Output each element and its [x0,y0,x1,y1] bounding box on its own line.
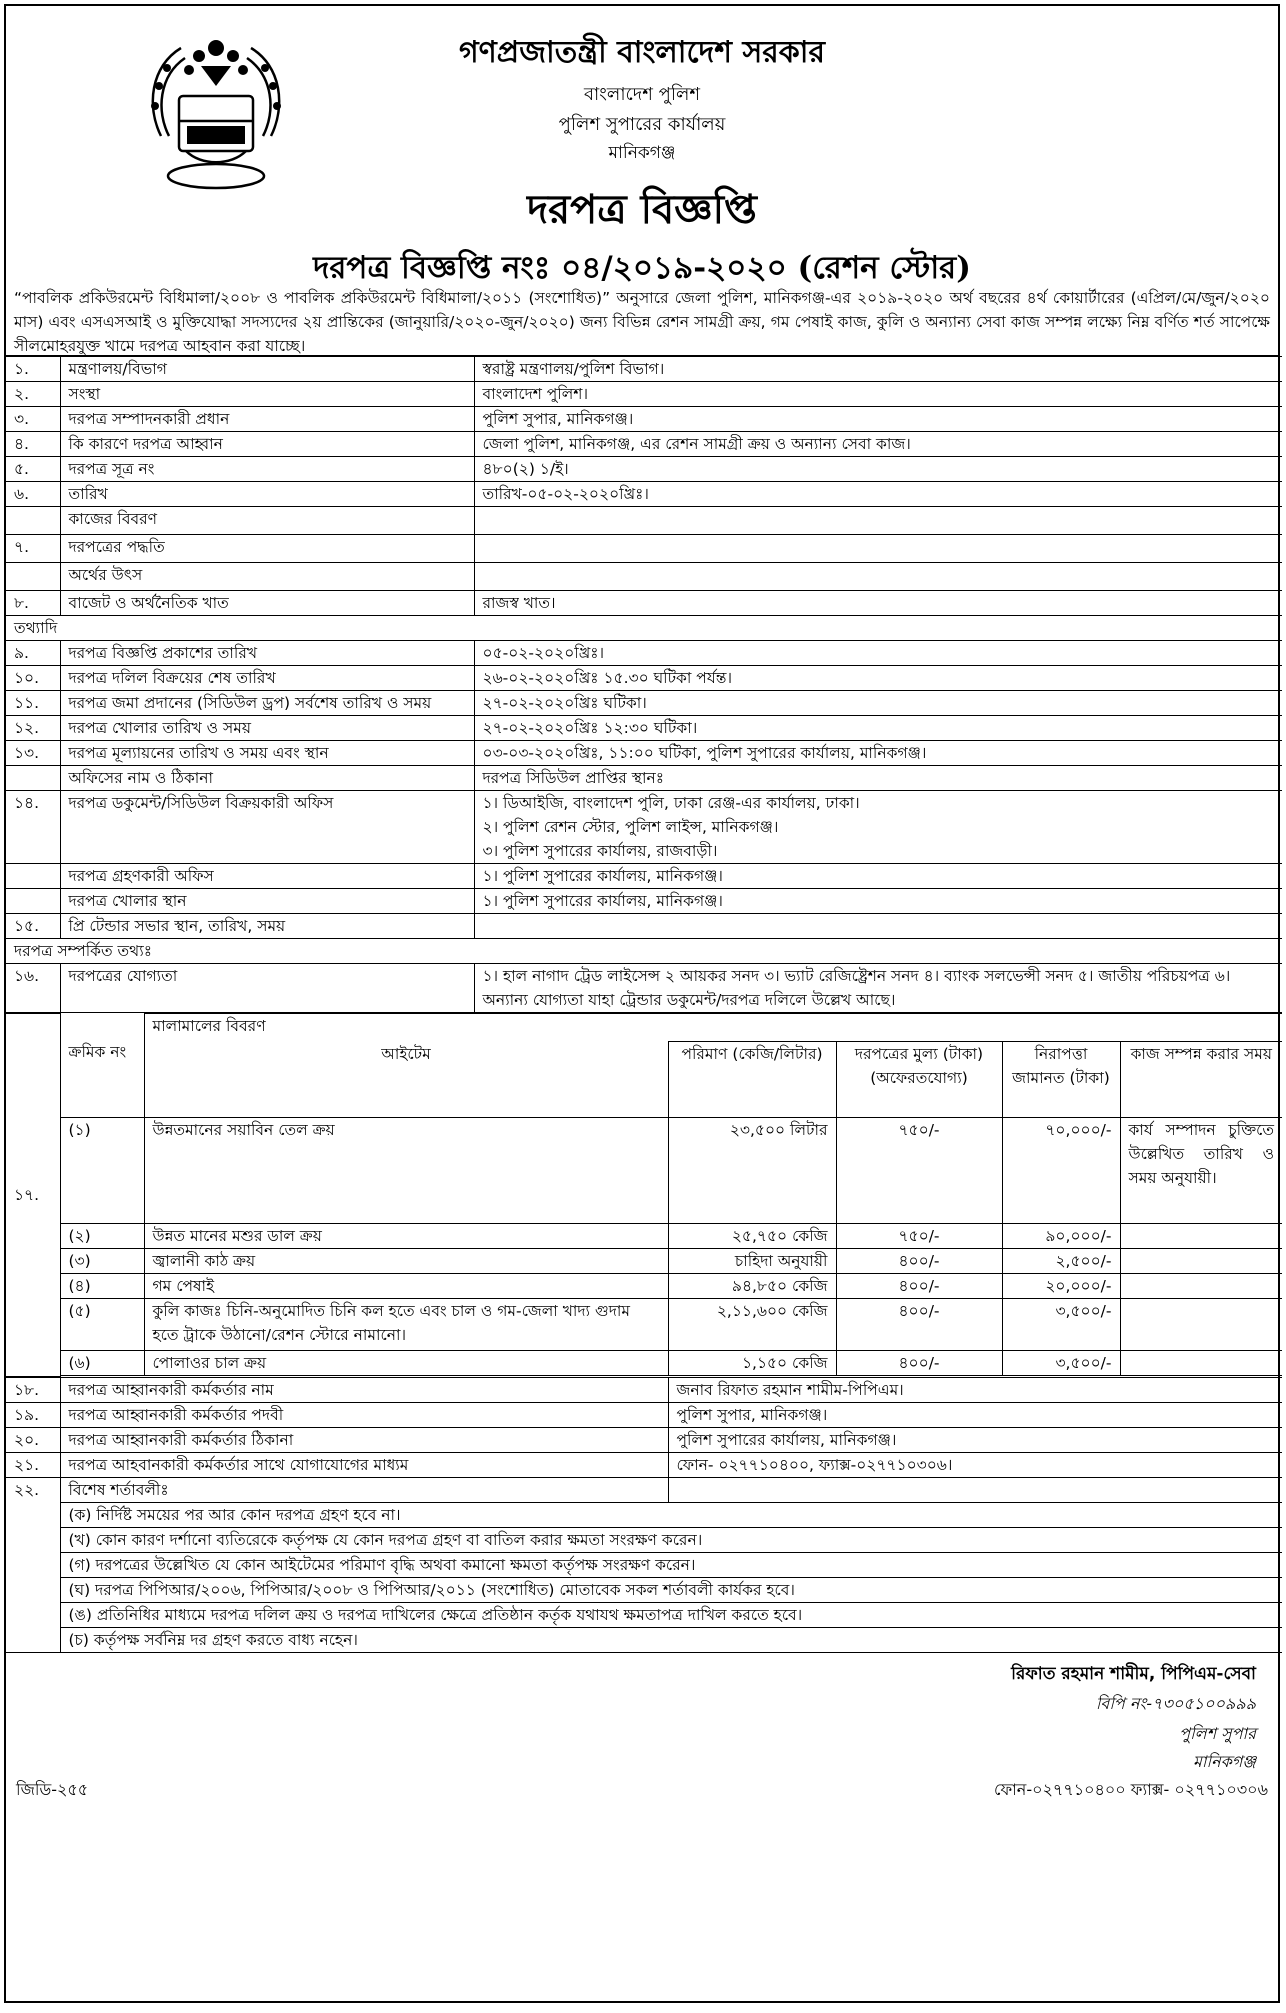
row-number: ৭. [6,535,60,563]
table-row [6,1427,1282,1452]
signatory-designation: পুলিশ সুপার [1179,1723,1256,1743]
item-serial: (৫) [60,1299,144,1351]
row-label: দরপত্র সম্পাদনকারী প্রধান [60,407,474,432]
row-label: প্রি টেন্ডার সভার স্থান, তারিখ, সময় [60,914,474,939]
table-row [6,357,1282,382]
quantity-header: পরিমাণ (কেজি/লিটার) [668,1042,836,1118]
row-number: ১৫. [6,914,60,939]
row-number: ১১. [6,691,60,716]
row-label: মন্ত্রণালয়/বিভাগ [60,357,474,382]
row-value: জনাব রিফাত রহমান শামীম-পিপিএম। [668,1377,1282,1402]
row-value: ১। হাল নাগাদ ট্রেড লাইসেন্স ২ আয়কর সনদ ৩। ভ্যাট রেজিষ্ট্রেশন সনদ ৪। ব্যাংক সলভেন্সী সনদ ৫। জাতীয় পরিচয়পত্র ৬। অন্যান্য যোগ্যতা যাহা ট্রেন্ডার ডকুমেন্ট/দরপত্র দলিলে উল্লেখ আছে। [474,964,1282,1013]
row-value: ২৬-০২-২০২০খ্রিঃ ১৫.৩০ ঘটিকা পর্যন্ত। [474,666,1282,691]
item-serial: (৬) [60,1351,144,1376]
row-value: পুলিশ সুপারের কার্যালয়, মানিকগঞ্জ। [668,1427,1282,1452]
item-serial: (৩) [60,1249,144,1274]
row-value: ১। পুলিশ সুপারের কার্যালয়, মানিকগঞ্জ। [474,889,1282,914]
row-number [6,507,60,535]
condition-item: (ঙ) প্রতিনিধির মাধ্যমে দরপত্র দলিল ক্রয় ও দরপত্র দাখিলের ক্ষেত্রে প্রতিষ্ঠান কর্তৃক যথাযথ ক্ষমতাপত্র দাখিল করতে হবে। [60,1602,1282,1627]
item-security: ৩,৫০০/- [1002,1351,1120,1376]
item-price: ৭৫০/- [836,1118,1002,1224]
condition-row [6,1602,1282,1627]
table-row [6,691,1282,716]
department-name: বাংলাদেশ পুলিশ [583,84,701,105]
completion-note: কার্য সম্পাদন চুক্তিতে উল্লেখিত তারিখ ও সময় অনুযায়ী। [1120,1118,1282,1224]
empty-cell [1120,1351,1282,1376]
security-header: নিরাপত্তা জামানত (টাকা) [1002,1042,1120,1118]
row-number: ৩. [6,407,60,432]
row-value [474,535,1282,563]
item-serial: (১) [60,1118,144,1224]
row-label: দরপত্র ডকুমেন্ট/সিডিউল বিক্রয়কারী অফিস [60,791,474,864]
row-label: কি কারণে দরপত্র আহ্বান [60,432,474,457]
item-quantity: ২৩,৫০০ লিটার [668,1118,836,1224]
row-number: ৪. [6,432,60,457]
table-row [6,507,1282,535]
table-row [6,1377,1282,1402]
table-row [6,1402,1282,1427]
officer-table [6,1377,1282,1653]
row-value: স্বরাষ্ট্র মন্ত্রণালয়/পুলিশ বিভাগ। [474,357,1282,382]
row-number: ১২. [6,716,60,741]
item-security: ৭০,০০০/- [1002,1118,1120,1224]
row-label: দরপত্র আহবানকারী কর্মকর্তার সাথে যোগাযোগের মাধ্যম [60,1452,668,1477]
office-name: পুলিশ সুপারের কার্যালয় [558,114,726,135]
table-row [6,432,1282,457]
signature-block [6,1653,1278,1799]
table-row [6,563,1282,591]
table-row [6,407,1282,432]
item-quantity: ১,১৫০ কেজি [668,1351,836,1376]
item-row [6,1351,1282,1376]
item-price: ৪০০/- [836,1351,1002,1376]
items-header-row [6,1042,1282,1118]
item-price: ৭৫০/- [836,1224,1002,1249]
row-number [6,766,60,791]
row-number: ৫. [6,457,60,482]
row-number: ১. [6,357,60,382]
row-label: দরপত্র সূত্র নং [60,457,474,482]
row-label: দরপত্র দলিল বিক্রয়ের শেষ তারিখ [60,666,474,691]
table-row [6,741,1282,766]
item-name: গম পেষাই [144,1274,668,1299]
row-number [6,889,60,914]
row-label: অর্থের উৎস [60,563,474,591]
row-number: ২. [6,382,60,407]
table-row [6,791,1282,864]
row-label: দরপত্র গ্রহণকারী অফিস [60,864,474,889]
item-name: জ্বালানী কাঠ ক্রয় [144,1249,668,1274]
row-label: দরপত্র আহ্বানকারী কর্মকর্তার নাম [60,1377,668,1402]
price-header: দরপত্রের মুল্য (টাকা) (অফেরতযোগ্য) [836,1042,1002,1118]
condition-item: (গ) দরপত্রের উল্লেখিত যে কোন আইটেমের পরিমাণ বৃদ্ধি অথবা কমানো ক্ষমতা কর্তৃপক্ষ সংরক্ষণ করেন। [60,1552,1282,1577]
item-quantity: চাহিদা অনুযায়ী [668,1249,836,1274]
row-number: ৬. [6,482,60,507]
table-row [6,914,1282,939]
table-row [6,382,1282,407]
row-label: দরপত্রের পদ্ধতি [60,535,474,563]
sale-office-1: ১। ডিআইজি, বাংলাদেশ পুলি, ঢাকা রেঞ্জ-এর কার্যালয়, ঢাকা। [482,794,860,812]
table-row [6,641,1282,666]
row-label: দরপত্র মূল্যায়নের তারিখ ও সময় এবং স্থান [60,741,474,766]
row-value: তারিখ-০৫-০২-২০২০খ্রিঃ। [474,482,1282,507]
row-value: রাজস্ব খাত। [474,591,1282,616]
row-number [6,563,60,591]
item-name: পোলাওর চাল ক্রয় [144,1351,668,1376]
government-name: গণপ্রজাতন্ত্রী বাংলাদেশ সরকার [459,35,825,70]
item-security: ২০,০০০/- [1002,1274,1120,1299]
empty-cell [1120,1224,1282,1249]
table-row [6,482,1282,507]
item-name: কুলি কাজঃ চিনি-অনুমোদিত চিনি কল হতে এবং চাল ও গম-জেলা খাদ্য গুদাম হতে ট্রাকে উঠানো/রেশন স্টোরে নামানো। [144,1299,668,1351]
gd-number: জিডি-২৫৫ [16,1779,89,1799]
row-number: ২২. [6,1477,60,1652]
row-label: দরপত্র আহ্বানকারী কর্মকর্তার ঠিকানা [60,1427,668,1452]
row-label: দরপত্র বিজ্ঞপ্তি প্রকাশের তারিখ [60,641,474,666]
row-number: ২১. [6,1452,60,1477]
row-number: ৮. [6,591,60,616]
row-number: ১৭. [6,1014,60,1377]
item-price: ৪০০/- [836,1299,1002,1351]
table-row [6,1452,1282,1477]
notice-header [6,6,1278,284]
item-serial: (৪) [60,1274,144,1299]
intro-paragraph: “পাবলিক প্রকিউরমেন্ট বিধিমালা/২০০৮ ও পাবলিক প্রকিউরমেন্ট বিধিমালা/২০১১ (সংশোধিত)” অনুসারে জেলা পুলিশ, মানিকগঞ্জ-এর ২০১৯-২০২০ অর্থ বছরের ৪র্থ কোয়ার্টারের (এপ্রিল/মে/জুন/২০২০ মাস) এবং এসএসআই ও মুক্তিযোদ্ধা সদস্যদের ২য় প্রান্তিকের (জানুয়ারি/২০২০-জুন/২০২০) জন্য বিভিন্ন রেশন সামগ্রী ক্রয়, গম পেষাই কাজ, কুলি ও অন্যান্য সেবা কাজ সম্পন্ন লক্ষ্যে নিম্ন বর্ণিত শর্ত সাপেক্ষে সীলমোহরযুক্ত খামে দরপত্র আহবান করা যাচ্ছে। [6,284,1278,356]
row-value [474,563,1282,591]
item-serial: (২) [60,1224,144,1249]
item-quantity: ২৫,৭৫০ কেজি [668,1224,836,1249]
item-row [6,1118,1282,1224]
section-row [6,616,1282,641]
row-value: পুলিশ সুপার, মানিকগঞ্জ। [668,1402,1282,1427]
item-name: উন্নতমানের সয়াবিন তেল ক্রয় [144,1118,668,1224]
row-number: ১৪. [6,791,60,864]
row-value [668,1477,1282,1502]
row-label: অফিসের নাম ও ঠিকানা [60,766,474,791]
items-table [6,1013,1282,1377]
condition-item: (ক) নির্দিষ্ট সময়ের পর আর কোন দরপত্র গ্রহণ হবে না। [60,1502,1282,1527]
row-number: ১৩. [6,741,60,766]
item-price: ৪০০/- [836,1274,1002,1299]
table-row [6,666,1282,691]
item-security: ৩,৫০০/- [1002,1299,1120,1351]
table-row [6,535,1282,563]
item-quantity: ৯৪,৮৫০ কেজি [668,1274,836,1299]
goods-header: মালামালের বিবরণ [144,1014,1282,1042]
row-value [474,791,1282,864]
notice-title: দরপত্র বিজ্ঞপ্তি [527,186,757,233]
condition-row [6,1527,1282,1552]
condition-item: (চ) কর্তৃপক্ষ সর্বনিম্ন দর গ্রহণ করতে বাধ্য নহেন। [60,1627,1282,1652]
row-value: পুলিশ সুপার, মানিকগঞ্জ। [474,407,1282,432]
empty-cell [1120,1299,1282,1351]
table-row [6,1477,1282,1502]
item-row [6,1299,1282,1351]
serial-header: ক্রমিক নং [60,1014,144,1118]
completion-header: কাজ সম্পন্ন করার সময় [1120,1042,1282,1118]
row-number: ২০. [6,1427,60,1452]
table-row [6,864,1282,889]
section-heading-tender: দরপত্র সম্পর্কিত তথ্যঃ [6,939,1282,964]
row-value: ফোন- ০২৭৭১০৪০০, ফ্যাক্স-০২৭৭১০৩০৬। [668,1452,1282,1477]
notice-table [6,356,1282,1013]
signatory-bp-number: বিপি নং-৭৩০৫১০০৯৯৯ [1095,1693,1256,1713]
row-label: বাজেট ও অর্থনৈতিক খাত [60,591,474,616]
condition-row [6,1627,1282,1652]
row-number: ৯. [6,641,60,666]
row-value: ০৩-০৩-২০২০খ্রিঃ, ১১:০০ ঘটিকা, পুলিশ সুপারের কার্যালয়, মানিকগঞ্জ। [474,741,1282,766]
table-row [6,457,1282,482]
notice-number: দরপত্র বিজ্ঞপ্তি নংঃ ০৪/২০১৯-২০২০ (রেশন স্টোর) [313,250,971,286]
row-value: বাংলাদেশ পুলিশ। [474,382,1282,407]
row-value: দরপত্র সিডিউল প্রাপ্তির স্থানঃ [474,766,1282,791]
item-row [6,1224,1282,1249]
section-row [6,939,1282,964]
table-row [6,716,1282,741]
condition-item: (খ) কোন কারণ দর্শানো ব্যতিরেকে কর্তৃপক্ষ যে কোন দরপত্র গ্রহণ বা বাতিল করার ক্ষমতা সংরক্ষণ করেন। [60,1527,1282,1552]
signatory-name: রিফাত রহমান শামীম, পিপিএম-সেবা [1011,1663,1256,1684]
signatory-location: মানিকগঞ্জ [1192,1751,1256,1771]
row-value: জেলা পুলিশ, মানিকগঞ্জ, এর রেশন সামগ্রী ক্রয় ও অন্যান্য সেবা কাজ। [474,432,1282,457]
item-quantity: ২,১১,৬০০ কেজি [668,1299,836,1351]
row-label: কাজের বিবরণ [60,507,474,535]
empty-cell [1120,1274,1282,1299]
row-value [474,507,1282,535]
row-number: ১০. [6,666,60,691]
row-label: দরপত্রের যোগ্যতা [60,964,474,1013]
condition-row [6,1502,1282,1527]
items-header-row [6,1014,1282,1042]
row-value: ২৭-০২-২০২০খ্রিঃ ঘটিকা। [474,691,1282,716]
row-value: ০৫-০২-২০২০খ্রিঃ। [474,641,1282,666]
row-number: ১৬. [6,964,60,1013]
item-price: ৪০০/- [836,1249,1002,1274]
empty-cell [1120,1249,1282,1274]
row-label: তারিখ [60,482,474,507]
row-value: ১। পুলিশ সুপারের কার্যালয়, মানিকগঞ্জ। [474,864,1282,889]
row-label: সংস্থা [60,382,474,407]
tender-notice-page [4,4,1280,2003]
row-value: ৪৮০(২) ১/ই। [474,457,1282,482]
item-security: ৯০,০০০/- [1002,1224,1120,1249]
condition-item: (ঘ) দরপত্র পিপিআর/২০০৬, পিপিআর/২০০৮ ও পিপিআর/২০১১ (সংশোধিত) মোতাবেক সকল শর্তাবলী কার্যকর হবে। [60,1577,1282,1602]
table-row [6,766,1282,791]
row-number: ১৮. [6,1377,60,1402]
row-label: দরপত্র জমা প্রদানের (সিডিউল ড্রপ) সর্বশেষ তারিখ ও সময় [60,691,474,716]
row-number [6,864,60,889]
row-value [474,914,1282,939]
item-security: ২,৫০০/- [1002,1249,1120,1274]
table-row [6,889,1282,914]
signatory-contact: ফোন-০২৭৭১০৪০০ ফ্যাক্স- ০২৭৭১০৩০৬ [993,1779,1268,1799]
table-row [6,591,1282,616]
item-row [6,1249,1282,1274]
sale-office-2: ২। পুলিশ রেশন স্টোর, পুলিশ লাইন্স, মানিকগঞ্জ। [482,818,779,836]
row-label: দরপত্র খোলার স্থান [60,889,474,914]
district-name: মানিকগঞ্জ [608,143,676,163]
item-name: উন্নত মানের মশুর ডাল ক্রয় [144,1224,668,1249]
condition-row [6,1552,1282,1577]
row-label: বিশেষ শর্তাবলীঃ [60,1477,668,1502]
item-row [6,1274,1282,1299]
condition-row [6,1577,1282,1602]
item-header: আইটেম [144,1042,668,1118]
table-row [6,964,1282,1013]
row-number: ১৯. [6,1402,60,1427]
section-heading-info: তথ্যাদি [6,616,1282,641]
row-value: ২৭-০২-২০২০খ্রিঃ ১২:৩০ ঘটিকা। [474,716,1282,741]
sale-office-3: ৩। পুলিশ সুপারের কার্যালয়, রাজবাড়ী। [482,842,718,860]
row-label: দরপত্র আহ্বানকারী কর্মকর্তার পদবী [60,1402,668,1427]
row-label: দরপত্র খোলার তারিখ ও সময় [60,716,474,741]
